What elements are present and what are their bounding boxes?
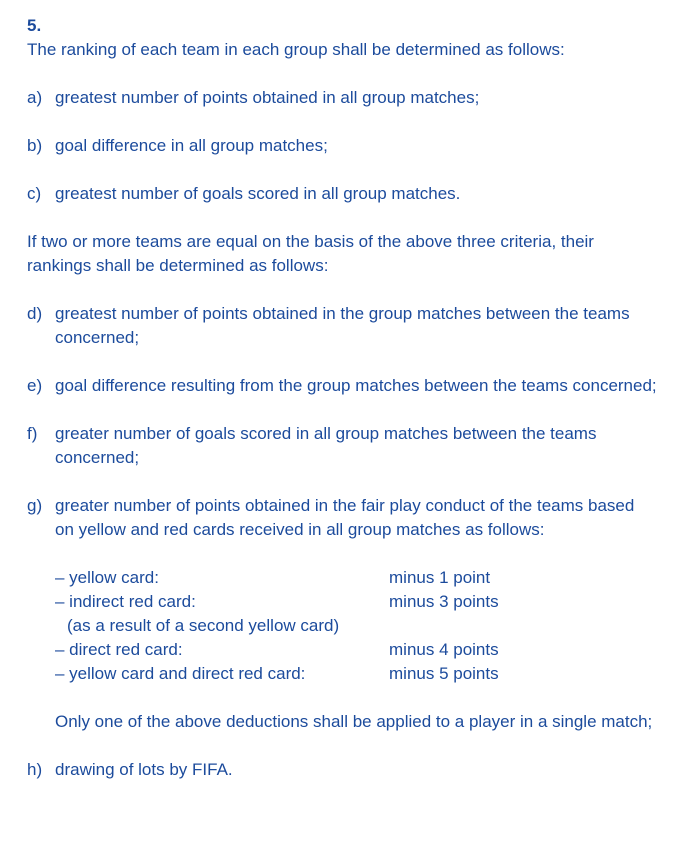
criterion-letter: h)	[27, 760, 43, 779]
criterion-text: greater number of goals scored in all group matches between the teams concerned;	[55, 424, 597, 467]
card-deduction-list	[27, 566, 657, 686]
card-label: – yellow card and direct red card:	[55, 664, 306, 683]
card-row-direct-red	[55, 638, 657, 662]
tie-intro: If two or more teams are equal on the basis of the above three criteria, their rankings shall be determined as follows:	[27, 232, 594, 275]
card-row-yellow	[55, 566, 657, 590]
criterion-text: goal difference in all group matches;	[55, 136, 328, 155]
card-row-indirect-red	[55, 590, 657, 614]
card-value: minus 4 points	[389, 640, 499, 659]
card-value: minus 3 points	[389, 592, 499, 611]
criterion-text: goal difference resulting from the group matches between the teams concerned;	[55, 376, 657, 395]
section-number: 5.	[27, 16, 42, 35]
card-row-indirect-red-note	[55, 614, 657, 638]
criterion-b	[27, 134, 657, 158]
criterion-h	[27, 758, 657, 782]
criterion-text: greatest number of points obtained in the group matches between the teams concerned;	[55, 304, 630, 347]
card-label: (as a result of a second yellow card)	[67, 616, 340, 635]
card-label: – indirect red card:	[55, 592, 196, 611]
criterion-g	[27, 494, 657, 542]
ranking-intro: The ranking of each team in each group shall be determined as follows:	[27, 40, 565, 59]
card-value: minus 5 points	[389, 664, 499, 683]
criterion-text: greater number of points obtained in the fair play conduct of the teams based on yellow and red cards received in all group matches as follows:	[55, 496, 635, 539]
criterion-letter: c)	[27, 184, 42, 203]
card-label: – direct red card:	[55, 640, 183, 659]
criterion-c	[27, 182, 657, 206]
criterion-text: drawing of lots by FIFA.	[55, 760, 233, 779]
criterion-f	[27, 422, 657, 470]
criterion-e	[27, 374, 657, 398]
card-label: – yellow card:	[55, 568, 159, 587]
criterion-letter: g)	[27, 496, 43, 515]
criterion-text: greatest number of goals scored in all group matches.	[55, 184, 461, 203]
card-value: minus 1 point	[389, 568, 491, 587]
deduction-note: Only one of the above deductions shall be applied to a player in a single match;	[55, 712, 653, 731]
criterion-letter: a)	[27, 88, 43, 107]
regulation-document	[27, 14, 657, 782]
criterion-a	[27, 86, 657, 110]
criterion-letter: e)	[27, 376, 43, 395]
criterion-letter: d)	[27, 304, 43, 323]
criterion-letter: b)	[27, 136, 43, 155]
card-row-yellow-and-direct-red	[55, 662, 657, 686]
criterion-d	[27, 302, 657, 350]
criterion-letter: f)	[27, 424, 38, 443]
criterion-text: greatest number of points obtained in all group matches;	[55, 88, 480, 107]
